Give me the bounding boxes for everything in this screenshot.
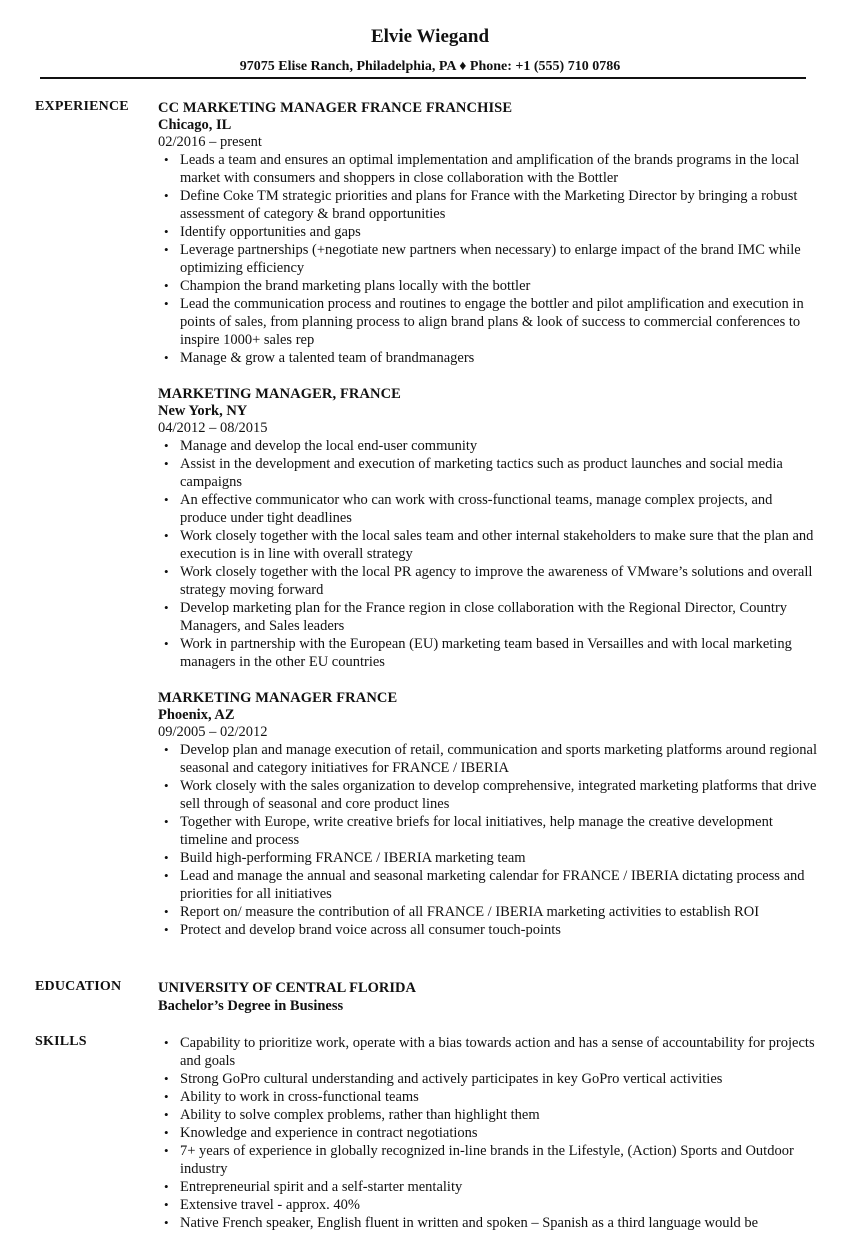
experience-body [158, 99, 818, 957]
job-bullets [158, 437, 818, 671]
list-item: • Extensive travel - approx. 40% [180, 1196, 818, 1214]
list-item: • An effective communicator who can work with cross-functional teams, manage complex projects, and produce under tight deadlines [180, 491, 818, 527]
list-item: • Define Coke TM strategic priorities and plans for France with the Marketing Director by bringing a robust assessment of category & brand opportunities [180, 187, 818, 223]
list-item: • Leverage partnerships (+negotiate new partners when necessary) to enlarge impact of the brand IMC while optimizing efficiency [180, 241, 818, 277]
list-item: • Assist in the development and execution of marketing tactics such as product launches and social media campaigns [180, 455, 818, 491]
list-item: • Manage & grow a talented team of brandmanagers [180, 349, 818, 367]
list-item: • Work closely with the sales organization to develop comprehensive, integrated marketing platforms that drive sell through of seasonal and core product lines [180, 777, 818, 813]
education-label: EDUCATION [35, 979, 122, 994]
list-item: • Develop marketing plan for the France region in close collaboration with the Regional Director, Country Managers, and Sales leaders [180, 599, 818, 635]
list-item: • Manage and develop the local end-user community [180, 437, 818, 455]
job-bullets [158, 151, 818, 367]
header-divider [40, 77, 806, 79]
job-dates: 09/2005 – 02/2012 [158, 724, 268, 740]
list-item: • Identify opportunities and gaps [180, 223, 818, 241]
job-entry [158, 99, 818, 367]
list-item: • Knowledge and experience in contract negotiations [180, 1124, 818, 1142]
school-name: UNIVERSITY OF CENTRAL FLORIDA [158, 980, 416, 996]
list-item: • Together with Europe, write creative briefs for local initiatives, help manage the creative development timeline and process [180, 813, 818, 849]
education-body [158, 979, 818, 1015]
list-item: • Strong GoPro cultural understanding and actively participates in key GoPro vertical activities [180, 1070, 818, 1088]
list-item: • Build high-performing FRANCE / IBERIA marketing team [180, 849, 818, 867]
candidate-name: Elvie Wiegand [370, 26, 490, 47]
job-bullets [158, 741, 818, 939]
job-location: Chicago, IL [158, 117, 232, 133]
skills-body [158, 1034, 818, 1232]
list-item: • Ability to work in cross-functional teams [180, 1088, 818, 1106]
list-item: • Native French speaker, English fluent in written and spoken – Spanish as a third language would be [180, 1214, 818, 1232]
list-item: • Lead the communication process and routines to engage the bottler and pilot amplification and execution in points of sales, from planning process to align brand plans & look of success to commercial conferences to inspire 1000+ sales rep [180, 295, 818, 349]
list-item: • Entrepreneurial spirit and a self-starter mentality [180, 1178, 818, 1196]
list-item: • Capability to prioritize work, operate with a bias towards action and has a sense of accountability for projects and goals [180, 1034, 818, 1070]
job-entry [158, 689, 818, 939]
list-item: • Develop plan and manage execution of retail, communication and sports marketing platforms around regional seasonal and category initiatives for FRANCE / IBERIA [180, 741, 818, 777]
job-location: Phoenix, AZ [158, 707, 235, 723]
list-item: • Report on/ measure the contribution of all FRANCE / IBERIA marketing activities to establish ROI [180, 903, 818, 921]
skills-list [158, 1034, 818, 1232]
job-location: New York, NY [158, 403, 248, 419]
experience-label: EXPERIENCE [35, 99, 129, 114]
job-title: MARKETING MANAGER FRANCE [158, 690, 398, 706]
job-entry [158, 385, 818, 671]
skills-label: SKILLS [35, 1034, 87, 1049]
list-item: • Work in partnership with the European (EU) marketing team based in Versailles and with local marketing managers in the other EU countries [180, 635, 818, 671]
job-title: CC MARKETING MANAGER FRANCE FRANCHISE [158, 100, 513, 116]
list-item: • 7+ years of experience in globally recognized in-line brands in the Lifestyle, (Action) Sports and Outdoor industry [180, 1142, 818, 1178]
job-dates: 02/2016 – present [158, 134, 262, 150]
list-item: • Work closely together with the local sales team and other internal stakeholders to make sure that the plan and execution is in line with overall strategy [180, 527, 818, 563]
list-item: • Work closely together with the local PR agency to improve the awareness of VMware’s solutions and overall strategy moving forward [180, 563, 818, 599]
contact-line: 97075 Elise Ranch, Philadelphia, PA ♦ Phone: +1 (555) 710 0786 [239, 59, 621, 74]
job-dates: 04/2012 – 08/2015 [158, 420, 268, 436]
list-item: • Ability to solve complex problems, rather than highlight them [180, 1106, 818, 1124]
list-item: • Leads a team and ensures an optimal implementation and amplification of the brands programs in the local market with consumers and shoppers in close collaboration with the Bottler [180, 151, 818, 187]
list-item: • Lead and manage the annual and seasonal marketing calendar for FRANCE / IBERIA dictating process and priorities for all initiatives [180, 867, 818, 903]
degree: Bachelor’s Degree in Business [158, 998, 344, 1014]
list-item: • Champion the brand marketing plans locally with the bottler [180, 277, 818, 295]
job-title: MARKETING MANAGER, FRANCE [158, 386, 401, 402]
list-item: • Protect and develop brand voice across all consumer touch-points [180, 921, 818, 939]
